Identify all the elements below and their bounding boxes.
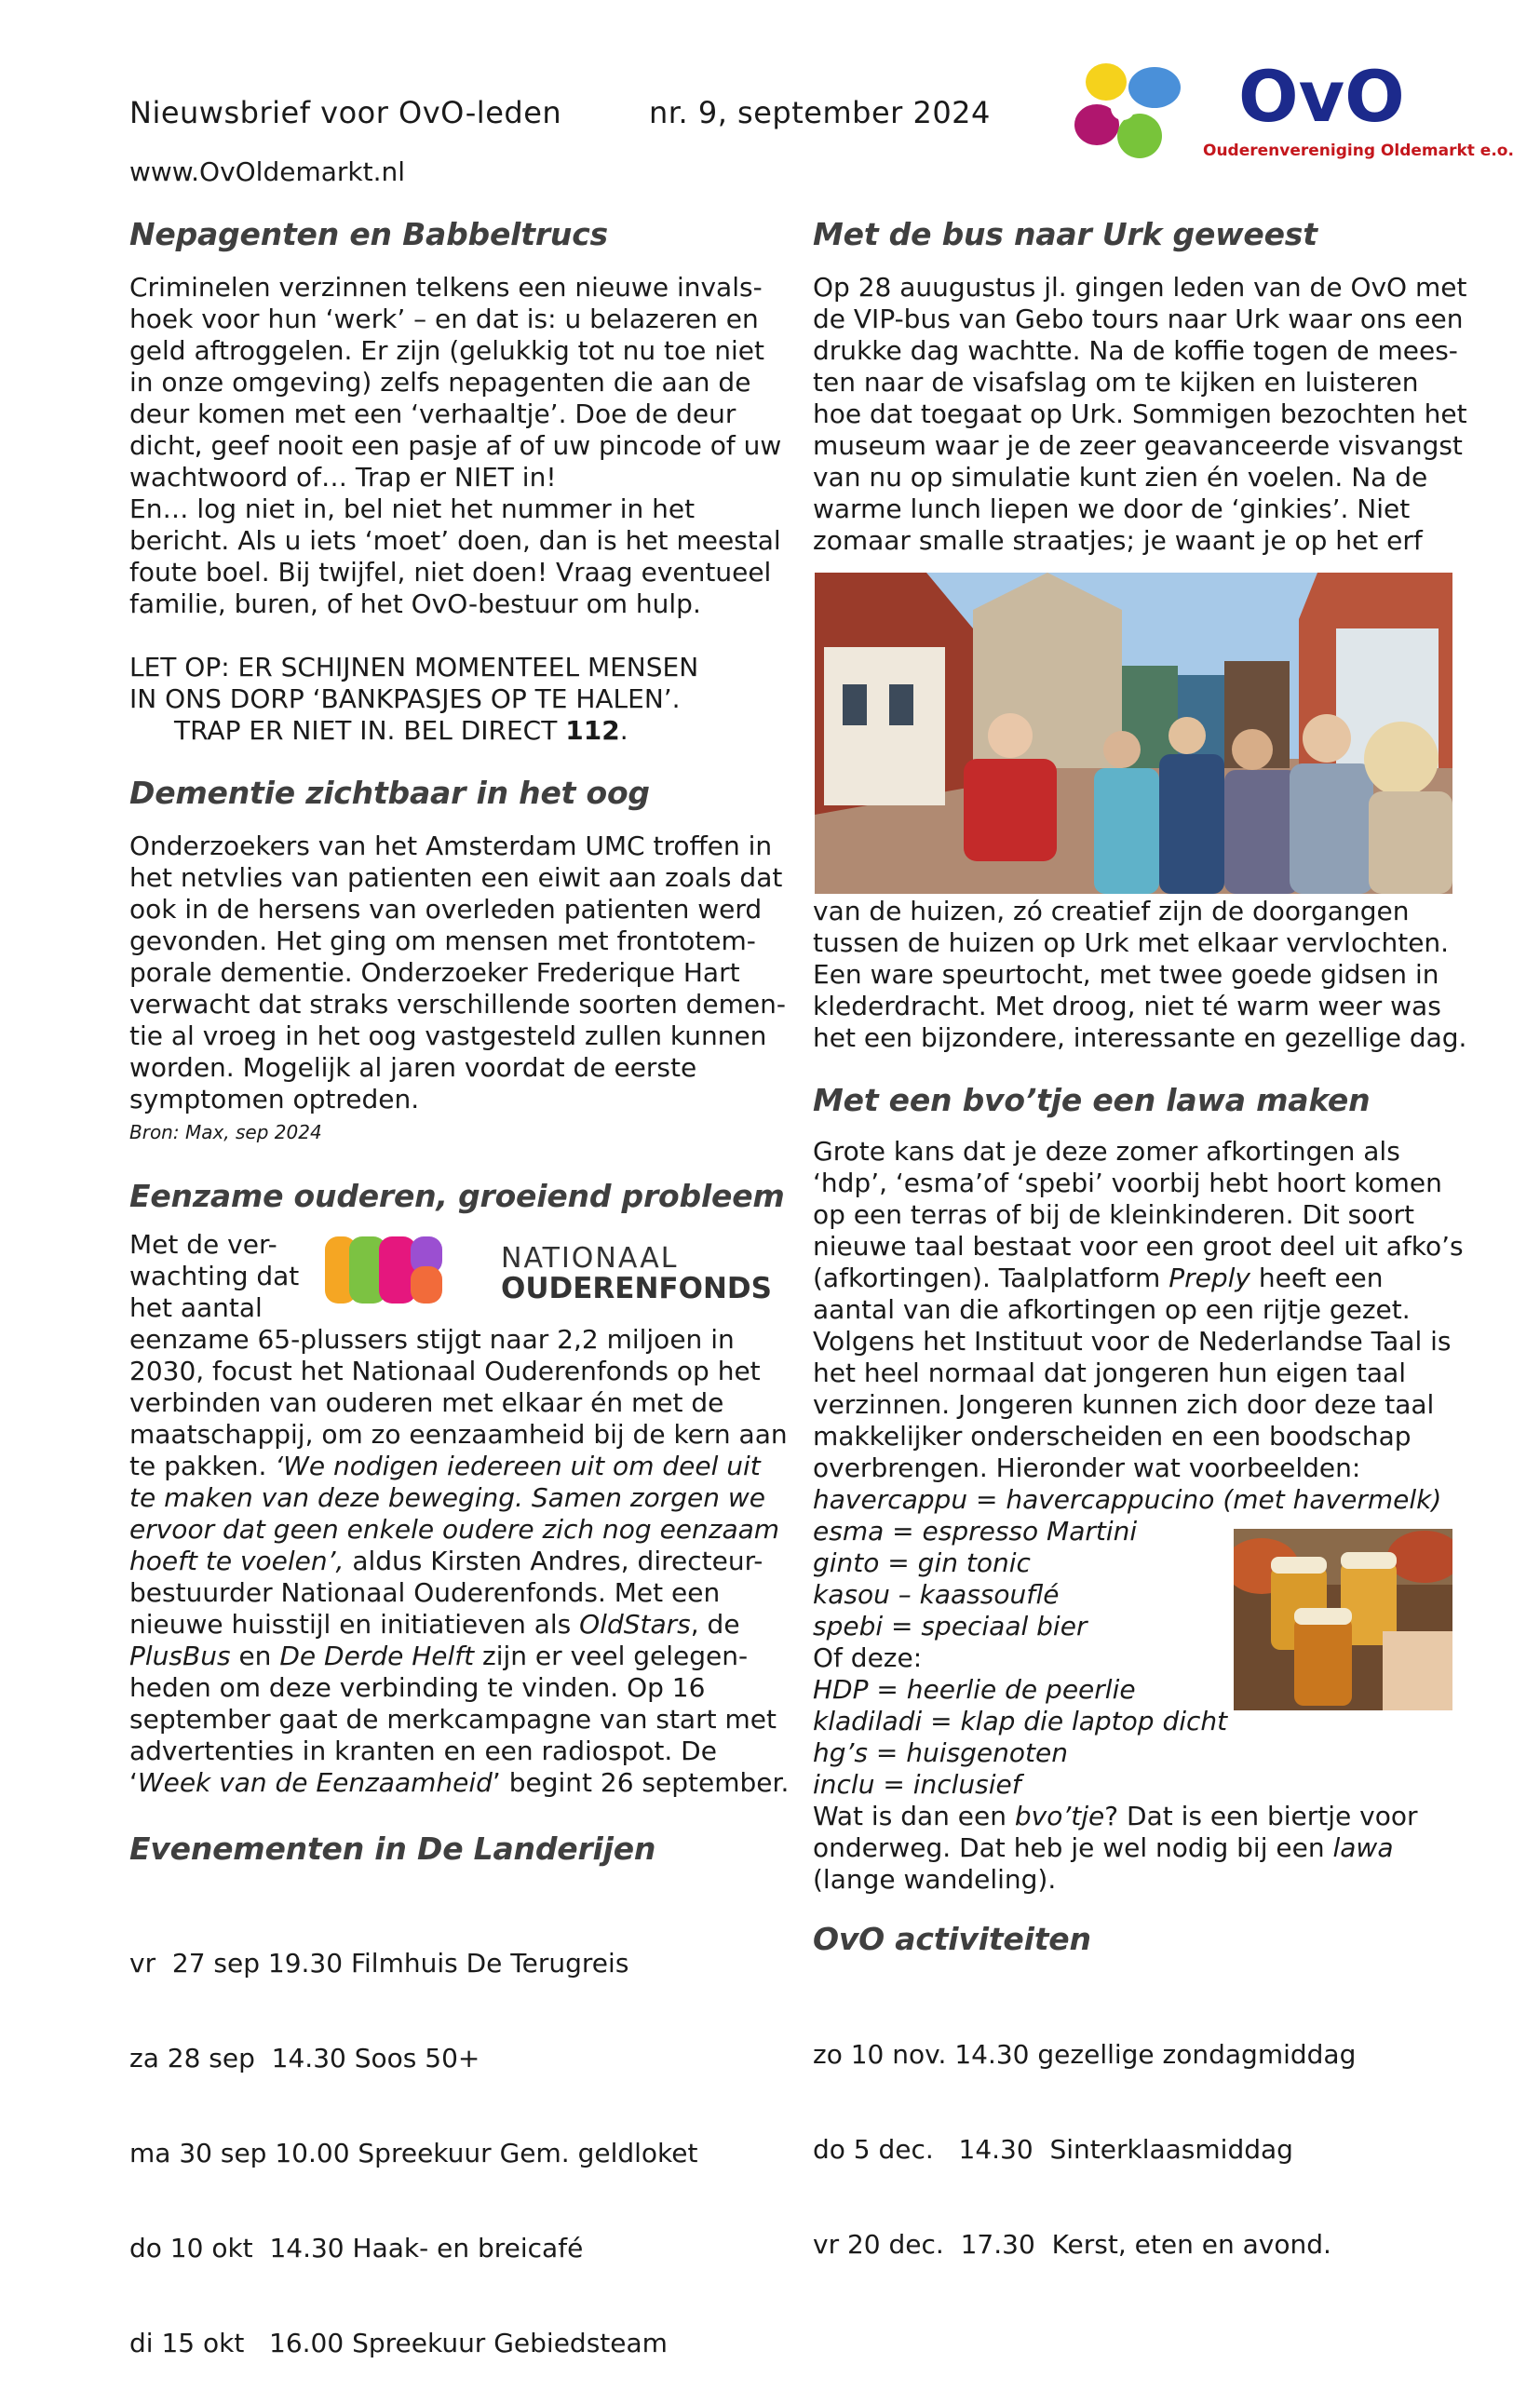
text-line: Een ware speurtocht, met twee goede gidsen in	[813, 959, 1439, 990]
article-dementie	[129, 831, 800, 1115]
warning-line: IN ONS DORP ‘BANKPASJES OP TE HALEN’.	[129, 683, 681, 714]
text-line: bestuurder Nationaal Ouderenfonds. Met een	[129, 1577, 721, 1608]
text-line: gevonden. Het ging om mensen met frontotem-	[129, 925, 756, 956]
heading-activiteiten: OvO activiteiten	[813, 1921, 1091, 1957]
text-line: museum waar je de zeer geavanceerde visvangst	[813, 430, 1463, 461]
ovo-logo-subtitle: Ouderenvereniging Oldemarkt e.o.	[1203, 142, 1514, 160]
text-line: Met de ver-	[129, 1229, 277, 1260]
text-line: (lange wandeling).	[813, 1864, 1057, 1895]
text-line: dicht, geef nooit een pasje af of uw pincode of uw	[129, 430, 782, 461]
text-line: foute boel. Bij twijfel, niet doen! Vraag eventueel	[129, 557, 772, 588]
example-line: spebi = speciaal bier	[813, 1611, 1087, 1641]
heading-bvo: Met een bvo’tje een lawa maken	[813, 1082, 1371, 1118]
text-line: het netvlies van patienten een eiwit aan zoals dat	[129, 862, 783, 893]
text-line: de VIP-bus van Gebo tours naar Urk waar ons een	[813, 304, 1464, 334]
heading-eenzame: Eenzame ouderen, groeiend probleem	[129, 1178, 785, 1214]
text-line: nieuwe taal bestaat voor een groot deel uit afko’s	[813, 1231, 1464, 1262]
text-line: eenzame 65-plussers stijgt naar 2,2 miljoen in	[129, 1324, 735, 1355]
text-line: aantal van die afkortingen op een rijtje gezet.	[813, 1294, 1411, 1325]
text-line: Op 28 auugustus jl. gingen leden van de OvO met	[813, 272, 1467, 303]
example-line: esma = espresso Martini	[813, 1516, 1138, 1547]
text-line: ‘Week van de Eenzaamheid’ begint 26 september.	[129, 1767, 790, 1798]
text-line: Of deze:	[813, 1642, 923, 1673]
ouderenfonds-logo-icon	[321, 1229, 489, 1311]
text-line: 2030, focust het Nationaal Ouderenfonds op het	[129, 1356, 761, 1386]
text-line: worden. Mogelijk al jaren voordat de eerste	[129, 1052, 697, 1083]
urk-group-photo	[815, 573, 1452, 894]
event-item: ma 30 sep 10.00 Spreekuur Gem. geldloket	[129, 2138, 698, 2168]
text-line: ten naar de visafslag om te kijken en luisteren	[813, 367, 1419, 398]
text-line: het heel normaal dat jongeren hun eigen taal	[813, 1358, 1406, 1388]
text-line: ook in de hersens van overleden patienten werd	[129, 894, 763, 925]
text-line: Onderzoekers van het Amsterdam UMC troffen in	[129, 831, 773, 861]
text-line: Wat is dan een bvo’tje? Dat is een biertje voor	[813, 1801, 1418, 1831]
text-line: bericht. Als u iets ‘moet’ doen, dan is het meestal	[129, 525, 781, 556]
activity-item: do 5 dec. 14.30 Sinterklaasmiddag	[813, 2134, 1293, 2165]
text-line: (afkortingen). Taalplatform Preply heeft een	[813, 1263, 1384, 1293]
text-line: verwacht dat straks verschillende soorten demen-	[129, 989, 786, 1020]
heading-dementie: Dementie zichtbaar in het oog	[129, 775, 650, 811]
text-line: te maken van deze beweging. Samen zorgen we	[129, 1482, 766, 1513]
text-line: symptomen optreden.	[129, 1084, 420, 1114]
text-line: advertenties in kranten en een radiospot. De	[129, 1736, 717, 1766]
text-line: september gaat de merkcampagne van start met	[129, 1704, 777, 1735]
text-line: overbrengen. Hieronder wat voorbeelden:	[813, 1452, 1361, 1483]
text-line: het een bijzondere, interessante en gezellige dag.	[813, 1022, 1467, 1053]
example-line: havercappu = havercappucino (met havermelk)	[813, 1484, 1442, 1515]
text-line: PlusBus en De Derde Helft zijn er veel gelegen-	[129, 1641, 749, 1671]
text-line: warme lunch liepen we door de ‘ginkies’. Niet	[813, 493, 1411, 524]
example-line: kasou – kaassouflé	[813, 1579, 1060, 1610]
activities-list	[813, 1976, 1356, 2292]
emergency-number: 112	[565, 715, 620, 746]
text-line: zomaar smalle straatjes; je waant je op het erf	[813, 525, 1423, 556]
text-line: maatschappij, om zo eenzaamheid bij de kern aan	[129, 1419, 788, 1450]
text-line: deur komen met een ‘verhaaltje’. Doe de deur	[129, 398, 736, 429]
article-nepagenten	[129, 272, 800, 747]
source-note: Bron: Max, sep 2024	[129, 1121, 322, 1143]
article-eenzame-intro	[129, 1229, 299, 1324]
ouderenfonds-logo-line1: NATIONAAL	[501, 1242, 679, 1275]
text-line: drukke dag wachtte. Na de koffie togen de mees-	[813, 335, 1458, 366]
heading-urk: Met de bus naar Urk geweest	[813, 216, 1317, 252]
text-line: van nu op simulatie kunt zien én voelen. Na de	[813, 462, 1428, 493]
event-item: vr 27 sep 19.30 Filmhuis De Terugreis	[129, 1948, 629, 1979]
event-item: za 28 sep 14.30 Soos 50+	[129, 2043, 480, 2074]
issue-number: nr. 9, september 2024	[649, 95, 991, 130]
text-line: ‘hdp’, ‘esma’of ‘spebi’ voorbij hebt hoort komen	[813, 1168, 1442, 1198]
newsletter-title: Nieuwsbrief voor OvO-leden	[129, 95, 562, 130]
text-line: onderweg. Dat heb je wel nodig bij een lawa	[813, 1832, 1394, 1863]
article-eenzame-body	[129, 1324, 818, 1799]
text-line: op een terras of bij de kleinkinderen. Dit soort	[813, 1199, 1415, 1230]
example-line: ginto = gin tonic	[813, 1547, 1031, 1578]
text-line: tie al vroeg in het oog vastgesteld zullen kunnen	[129, 1020, 767, 1051]
example-line: inclu = inclusief	[813, 1769, 1021, 1800]
text-line: ervoor dat geen enkele oudere zich nog eenzaam	[129, 1514, 780, 1545]
text-line: geld aftroggelen. Er zijn (gelukkig tot nu toe niet	[129, 335, 764, 366]
text-line: in onze omgeving) zelfs nepagenten die aan de	[129, 367, 751, 398]
activity-item: zo 10 nov. 14.30 gezellige zondagmiddag	[813, 2039, 1357, 2070]
text-line: Volgens het Instituut voor de Nederlandse Taal is	[813, 1326, 1452, 1357]
example-line: HDP = heerlie de peerlie	[813, 1674, 1136, 1705]
ovo-logo-text: OvO	[1238, 55, 1405, 138]
text-line: porale dementie. Onderzoeker Frederique Hart	[129, 957, 740, 988]
text-line: het aantal	[129, 1292, 263, 1323]
text-line: verbinden van ouderen met elkaar én met de	[129, 1387, 724, 1418]
warning-line: TRAP ER NIET IN. BEL DIRECT 112.	[174, 715, 628, 746]
text-line: hoe dat toegaat op Urk. Sommigen bezochten het	[813, 398, 1467, 429]
text-line: verzinnen. Jongeren kunnen zich door deze taal	[813, 1389, 1435, 1420]
text-line: wachtwoord of… Trap er NIET in!	[129, 462, 557, 493]
activity-item: vr 20 dec. 17.30 Kerst, eten en avond.	[813, 2229, 1331, 2260]
ovo-flower-logo-icon	[1069, 52, 1196, 164]
article-urk-part1	[813, 272, 1483, 557]
event-item: do 10 okt 14.30 Haak- en breicafé	[129, 2233, 584, 2263]
text-line: klederdracht. Met droog, niet té warm weer was	[813, 991, 1441, 1021]
text-line: Criminelen verzinnen telkens een nieuwe invals-	[129, 272, 763, 303]
text-line: wachting dat	[129, 1261, 300, 1291]
text-line: te pakken. ‘We nodigen iedereen uit om deel uit	[129, 1451, 761, 1481]
article-urk-part2	[813, 896, 1483, 1054]
text-line: Grote kans dat je deze zomer afkortingen als	[813, 1136, 1400, 1167]
text-line: van de huizen, zó creatief zijn de doorgangen	[813, 896, 1410, 926]
text-line: hoeft te voelen’, aldus Kirsten Andres, directeur-	[129, 1546, 763, 1576]
text-line: makkelijker onderscheiden en een boodschap	[813, 1421, 1412, 1452]
website-link[interactable]: www.OvOldemarkt.nl	[129, 156, 406, 187]
text-line: hoek voor hun ‘werk’ – en dat is: u belazeren en	[129, 304, 759, 334]
beer-glasses-photo	[1234, 1529, 1452, 1710]
text-line: En… log niet in, bel niet het nummer in het	[129, 493, 696, 524]
heading-evenementen: Evenementen in De Landerijen	[129, 1830, 656, 1867]
example-line: kladiladi = klap die laptop dicht	[813, 1706, 1228, 1736]
ouderenfonds-logo-line2: OUDERENFONDS	[501, 1272, 772, 1305]
text-line: familie, buren, of het OvO-bestuur om hulp.	[129, 588, 701, 619]
event-item: di 15 okt 16.00 Spreekuur Gebiedsteam	[129, 2328, 668, 2358]
warning-line: LET OP: ER SCHIJNEN MOMENTEEL MENSEN	[129, 652, 699, 682]
text-line: nieuwe huisstijl en initiatieven als OldStars, de	[129, 1609, 740, 1640]
heading-nepagenten: Nepagenten en Babbeltrucs	[129, 216, 608, 252]
events-list	[129, 1884, 697, 2391]
text-line: heden om deze verbinding te vinden. Op 16	[129, 1672, 706, 1703]
text-line: tussen de huizen op Urk met elkaar vervlochten.	[813, 927, 1450, 958]
article-bvo	[813, 1136, 1483, 1896]
example-line: hg’s = huisgenoten	[813, 1737, 1068, 1768]
